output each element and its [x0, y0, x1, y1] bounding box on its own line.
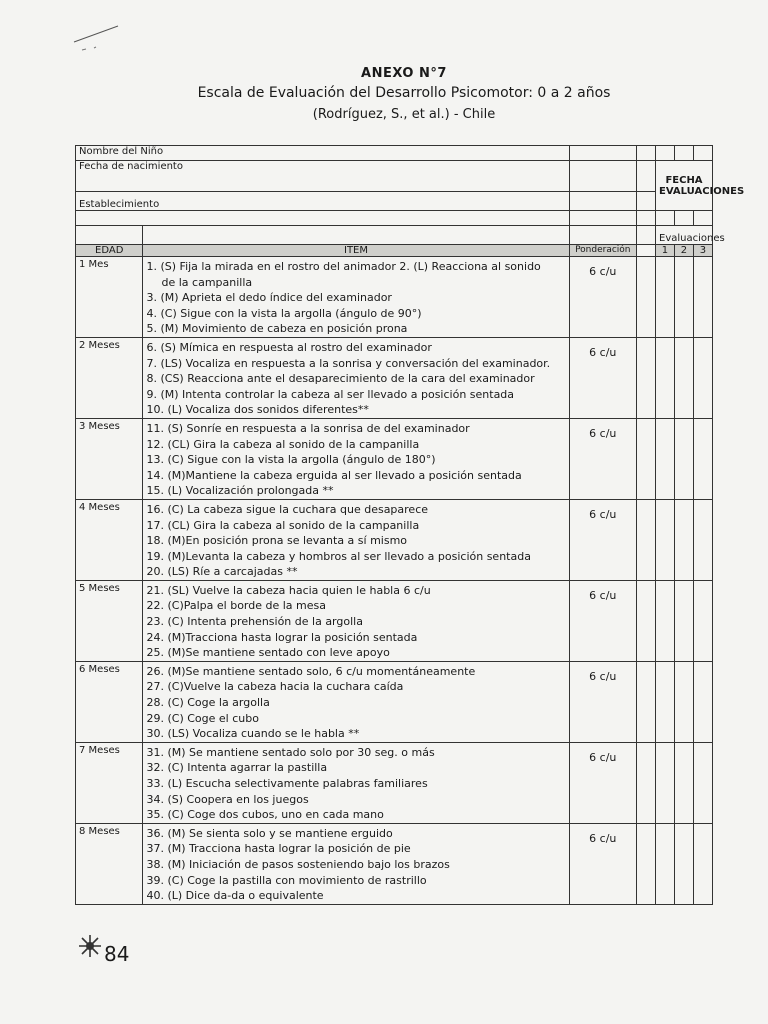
age-label: 7 Meses [76, 742, 143, 823]
age-group-row [76, 418, 713, 499]
list-item: 29. (C) Coge el cubo [146, 711, 259, 725]
eval-2-cell[interactable] [674, 823, 693, 904]
eval-2-cell[interactable] [674, 742, 693, 823]
eval-1-cell[interactable] [656, 580, 675, 661]
items-cell [143, 257, 569, 338]
eval-2-header: 2 [674, 245, 693, 257]
age-label: 5 Meses [76, 580, 143, 661]
list-item: 12. (CL) Gira la cabeza al sonido de la campanilla [146, 437, 420, 451]
nombre-field[interactable] [569, 146, 636, 161]
list-item: 36. (M) Se sienta solo y se mantiene erguido [146, 826, 393, 840]
list-item: 38. (M) Iniciación de pasos sosteniendo bajo los brazos [146, 857, 450, 871]
list-item: 33. (L) Escucha selectivamente palabras familiares [146, 777, 428, 790]
list-item: 27. (C)Vuelve la cabeza hacia la cuchara caída [146, 680, 404, 694]
list-item: 24. (M)Tracciona hasta lograr la posición sentada [146, 630, 418, 644]
eval-3-cell[interactable] [693, 499, 712, 580]
fecha-evaluaciones-header: FECHA EVALUACIONES [656, 161, 713, 211]
blank-cell [637, 418, 656, 499]
establecimiento-label: Establecimiento [76, 192, 570, 211]
page-number: 84 [104, 942, 130, 966]
list-item: 19. (M)Levanta la cabeza y hombros al ser llevado a posición sentada [146, 549, 531, 563]
fecha-nacimiento-label: Fecha de nacimiento [76, 161, 570, 192]
eval-1-cell[interactable] [656, 823, 675, 904]
list-item: 16. (C) La cabeza sigue la cuchara que desaparece [146, 502, 429, 516]
list-item: de la campanilla [161, 275, 253, 289]
list-item: 13. (C) Sigue con la vista la argolla (ángulo de 180°) [146, 453, 436, 467]
blank-cell [637, 661, 656, 742]
items-cell [143, 742, 569, 823]
age-group-row [76, 580, 713, 661]
list-item: 10. (L) Vocaliza dos sonidos diferentes** [146, 403, 369, 417]
list-item: 7. (LS) Vocaliza en respuesta a la sonrisa y conversación del examinador. [146, 356, 551, 370]
ponderacion-value: 6 c/u [569, 499, 636, 580]
eval-3-cell[interactable] [693, 580, 712, 661]
list-item: 25. (M)Se mantiene sentado con leve apoyo [146, 646, 390, 660]
list-item: 31. (M) Se mantiene sentado solo por 30 seg. o más [146, 745, 435, 759]
age-label: 1 Mes [76, 257, 143, 338]
age-group-row [76, 742, 713, 823]
eval-1-cell[interactable] [656, 661, 675, 742]
list-item: 6. (S) Mímica en respuesta al rostro del examinador [146, 340, 432, 354]
fecha-nacimiento-field[interactable] [569, 161, 636, 192]
annex-title: ANEXO N°7 [361, 66, 447, 81]
blank-cell [637, 742, 656, 823]
star-logo-icon [78, 934, 102, 958]
list-item: 11. (S) Sonríe en respuesta a la sonrisa de del examinador [146, 421, 470, 435]
age-group-row [76, 823, 713, 904]
eval-2-cell[interactable] [674, 499, 693, 580]
evaluaciones-label: Evaluaciones [656, 226, 713, 245]
source-citation: (Rodríguez, S., et al.) - Chile [312, 107, 496, 122]
eval-3-cell[interactable] [693, 823, 712, 904]
list-item: 22. (C)Palpa el borde de la mesa [146, 599, 326, 613]
items-cell [143, 337, 569, 418]
eval-2-cell[interactable] [674, 418, 693, 499]
eval-3-cell[interactable] [693, 661, 712, 742]
blank-cell [637, 580, 656, 661]
eval-2-cell[interactable] [674, 661, 693, 742]
eval-3-cell[interactable] [693, 742, 712, 823]
eval-1-header: 1 [656, 245, 675, 257]
list-item: 30. (LS) Vocaliza cuando se le habla ** [146, 727, 360, 741]
age-group-row [76, 661, 713, 742]
list-item: 23. (C) Intenta prehensión de la argolla [146, 615, 363, 629]
eval-1-cell[interactable] [656, 742, 675, 823]
age-label: 3 Meses [76, 418, 143, 499]
eval-3-header: 3 [693, 245, 712, 257]
edad-column-header: EDAD [76, 245, 143, 257]
list-item: 5. (M) Movimiento de cabeza en posición prona [146, 322, 408, 336]
list-item: 8. (CS) Reacciona ante el desaparecimiento de la cara del examinador [146, 372, 535, 386]
nombre-label: Nombre del Niño [76, 146, 570, 161]
age-group-row [76, 499, 713, 580]
blank-cell [637, 499, 656, 580]
eval-1-cell[interactable] [656, 337, 675, 418]
list-item: 4. (C) Sigue con la vista la argolla (ángulo de 90°) [146, 306, 422, 320]
evaluation-table [75, 145, 745, 905]
eval-1-cell[interactable] [656, 257, 675, 338]
eval-1-cell[interactable] [656, 418, 675, 499]
items-cell [143, 580, 569, 661]
eval-3-cell[interactable] [693, 337, 712, 418]
ponderacion-value: 6 c/u [569, 661, 636, 742]
eval-2-cell[interactable] [674, 257, 693, 338]
list-item: 14. (M)Mantiene la cabeza erguida al ser llevado a posición sentada [146, 468, 522, 482]
items-cell [143, 661, 569, 742]
ponderacion-value: 6 c/u [569, 580, 636, 661]
evaluation-form [75, 145, 745, 905]
age-label: 2 Meses [76, 337, 143, 418]
list-item: 40. (L) Dice da-da o equivalente [146, 889, 324, 903]
age-label: 8 Meses [76, 823, 143, 904]
items-cell [143, 499, 569, 580]
items-cell [143, 418, 569, 499]
ponderacion-value: 6 c/u [569, 823, 636, 904]
item-column-header: ITEM [143, 245, 569, 257]
ponderacion-value: 6 c/u [569, 337, 636, 418]
document-header [0, 66, 768, 122]
blank-cell [637, 337, 656, 418]
list-item: 1. (S) Fija la mirada en el rostro del animador 2. (L) Reacciona al sonido [146, 260, 541, 273]
eval-1-cell[interactable] [656, 499, 675, 580]
age-group-row [76, 257, 713, 338]
list-item: 39. (C) Coge la pastilla con movimiento de rastrillo [146, 873, 427, 887]
ponderacion-value: 6 c/u [569, 418, 636, 499]
list-item: 3. (M) Aprieta el dedo índice del examinador [146, 291, 392, 305]
blank-cell [637, 257, 656, 338]
ponderacion-column-header: Ponderación [569, 245, 636, 257]
ponderacion-value: 6 c/u [569, 742, 636, 823]
list-item: 37. (M) Tracciona hasta lograr la posición de pie [146, 842, 411, 856]
items-cell [143, 823, 569, 904]
list-item: 34. (S) Coopera en los juegos [146, 792, 309, 806]
age-label: 4 Meses [76, 499, 143, 580]
age-group-row [76, 337, 713, 418]
list-item: 17. (CL) Gira la cabeza al sonido de la campanilla [146, 518, 420, 532]
pen-mark [72, 22, 122, 52]
eval-3-cell[interactable] [693, 418, 712, 499]
scale-title: Escala de Evaluación del Desarrollo Psicomotor: 0 a 2 años [197, 85, 611, 101]
ponderacion-value: 6 c/u [569, 257, 636, 338]
list-item: 18. (M)En posición prona se levanta a sí mismo [146, 534, 408, 548]
eval-3-cell[interactable] [693, 257, 712, 338]
list-item: 20. (LS) Ríe a carcajadas ** [146, 565, 298, 579]
list-item: 28. (C) Coge la argolla [146, 696, 270, 710]
list-item: 15. (L) Vocalización prolongada ** [146, 484, 334, 498]
list-item: 21. (SL) Vuelve la cabeza hacia quien le habla 6 c/u [146, 583, 431, 597]
establecimiento-field[interactable] [569, 192, 636, 211]
list-item: 9. (M) Intenta controlar la cabeza al ser llevado a posición sentada [146, 387, 515, 401]
age-label: 6 Meses [76, 661, 143, 742]
list-item: 35. (C) Coge dos cubos, uno en cada mano [146, 808, 384, 822]
blank-cell [637, 823, 656, 904]
list-item: 32. (C) Intenta agarrar la pastilla [146, 761, 328, 775]
eval-2-cell[interactable] [674, 580, 693, 661]
eval-2-cell[interactable] [674, 337, 693, 418]
list-item: 26. (M)Se mantiene sentado solo, 6 c/u momentáneamente [146, 664, 476, 678]
